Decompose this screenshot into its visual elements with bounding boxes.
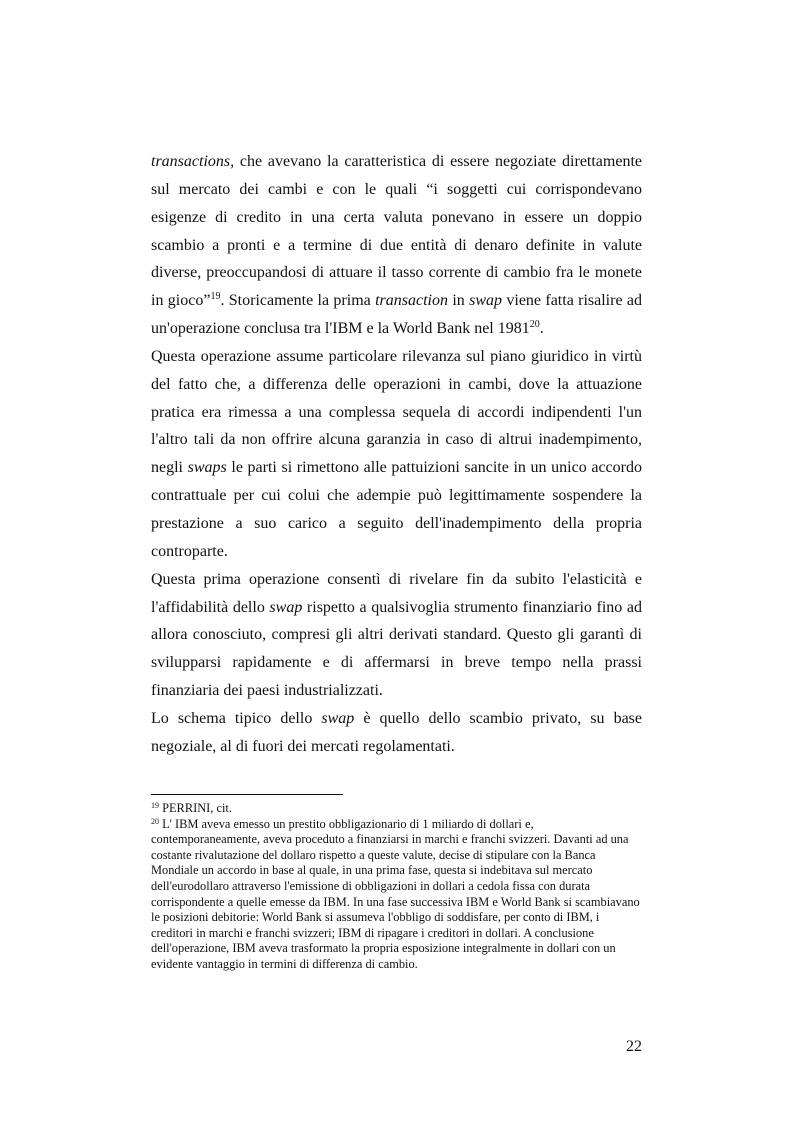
italic-term: transactions,	[151, 153, 235, 170]
paragraph-1	[151, 148, 642, 343]
footnotes	[151, 801, 642, 973]
footnote-number: 20	[151, 816, 159, 826]
footnote-number: 19	[151, 801, 159, 810]
footnote-19	[151, 801, 642, 817]
paragraph-4	[151, 705, 642, 761]
footnote-ref-19: 19	[210, 291, 221, 303]
italic-term: swap	[321, 709, 355, 727]
text-run: che avevano la caratteristica di essere negoziate direttamente sul mercato dei cambi e con le quali “i soggetti cui corrispondevano esigenze di credito in una certa valuta ponevano in essere un doppio scambio a pronti e a termine di due entità di denaro definite in valute diverse, preoccupandosi di attuare il tasso corrente di cambio fra le monete in gioco”	[151, 153, 642, 310]
paragraph-2	[151, 343, 642, 566]
footnote-separator	[151, 794, 343, 795]
text-run: viene fatta risalire ad un'operazione conclusa tra l'IBM e la World Bank nel 1981	[151, 292, 642, 338]
footnote-text: L' IBM aveva emesso un prestito obbligazionario di 1 miliardo di dollari e, contemporaneamente, aveva proceduto a finanziarsi in marchi e franchi svizzeri. Davanti ad una costante rivalutazione del dollaro rispetto a queste valute, decise di stipulare con la Banca Mondiale un accordo in base al quale, in una prima fase, questa si indebitava sul mercato dell'eurodollaro attraverso l'emissione di obbligazioni in dollari a cedola fissa con durata corrispondente a quelle emesse da IBM. In una fase successiva IBM e World Bank si scambiavano le posizioni debitorie: World Bank si assumeva l'obbligo di soddisfare, per conto di IBM, i creditori in marchi e franchi svizzeri; IBM di ripagare i creditori in dollari. A conclusione dell'operazione, IBM aveva trasformato la propria esposizione integralmente in dollari con un evidente vantaggio in termini di differenza di cambio.	[151, 816, 640, 971]
text-run: in	[447, 292, 470, 310]
italic-term: swap	[269, 598, 303, 616]
text-run: Questa operazione assume particolare rilevanza sul piano giuridico in virtù del fatto che, a differenza delle operazioni in cambi, dove la attuazione pratica era rimessa a una complessa sequela di accordi indipendenti l'un l'altro tali da non offrire alcuna garanzia in caso di altrui inadempimento, negli	[151, 347, 642, 477]
body-text	[151, 148, 642, 761]
paragraph-3	[151, 566, 642, 705]
text-run: .	[539, 320, 544, 338]
footnote-text: PERRINI, cit.	[159, 801, 232, 815]
text-run: . Storicamente la prima	[220, 292, 376, 310]
text-run: Questa prima operazione consentì di rivelare fin da subito l'elasticità e l'affidabilità dello	[151, 570, 642, 616]
text-run: rispetto a qualsivoglia strumento finanziario fino ad allora conosciuto, compresi gli altri derivati standard. Questo gli garantì di svilupparsi rapidamente e di affermarsi in breve tempo nella prassi finanziaria dei paesi industrializzati.	[151, 598, 643, 700]
text-run: è quello dello scambio privato, su base negoziale, al di fuori dei mercati regolamentati.	[151, 709, 642, 755]
italic-term: swaps	[187, 459, 227, 477]
text-run: le parti si rimettono alle pattuizioni sancite in un unico accordo contrattuale per cui colui che adempie può legittimamente sospendere la prestazione a suo carico a seguito dell'inadempimento della propria controparte.	[151, 459, 642, 560]
page-number: 22	[626, 1038, 642, 1055]
italic-term: transaction	[375, 292, 448, 310]
footnote-20	[151, 817, 642, 973]
text-run: Lo schema tipico dello	[151, 709, 322, 727]
footnote-ref-20: 20	[529, 319, 540, 331]
italic-term: swap	[469, 292, 503, 310]
